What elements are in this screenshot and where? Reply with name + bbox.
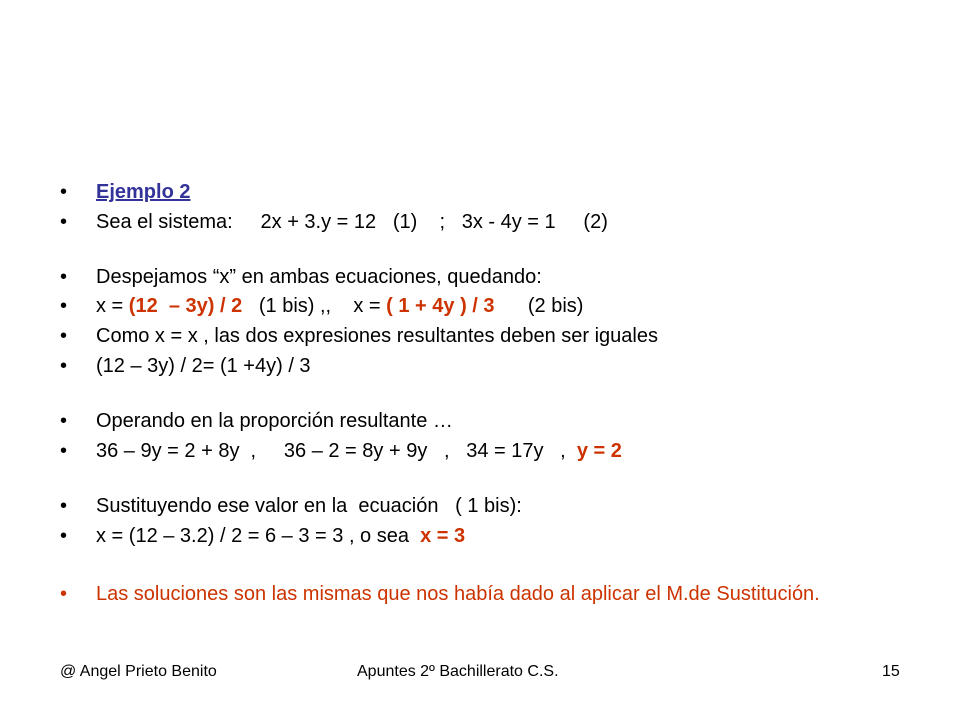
bullet: • xyxy=(60,181,68,203)
label-2bis: (2 bis) xyxy=(494,295,584,317)
example-title: Ejemplo 2 xyxy=(96,181,191,203)
conclusion-text: Las soluciones son las mismas que nos había dado al aplicar el M.de Sustitución. xyxy=(96,583,820,605)
solve-x-value xyxy=(96,524,465,548)
system-equations: Sea el sistema: 2x + 3.y = 12 (1) ; 3x - 4y = 1 (2) xyxy=(96,211,608,233)
footer-page-number: 15 xyxy=(882,663,900,680)
bullet: • xyxy=(60,410,68,432)
bullet: • xyxy=(60,355,68,377)
solve-x-steps: x = (12 – 3.2) / 2 = 6 – 3 = 3 , o sea xyxy=(96,525,421,547)
x-expressions xyxy=(96,294,583,318)
bullet: • xyxy=(60,440,68,462)
bullet: • xyxy=(60,583,68,605)
x-result: x = 3 xyxy=(420,525,466,547)
bullet: • xyxy=(60,325,68,347)
equal-expressions-text: Como x = x , las dos expresiones resultantes deben ser iguales xyxy=(96,325,658,347)
expression-2bis: ( 1 + 4y ) / 3 xyxy=(386,295,495,317)
bullet: • xyxy=(60,495,68,517)
expression-1bis: (12 – 3y) / 2 xyxy=(128,295,243,317)
x-equals-1: x = xyxy=(96,295,129,317)
proportion-equation: (12 – 3y) / 2= (1 +4y) / 3 xyxy=(96,355,311,377)
footer-course: Apuntes 2º Bachillerato C.S. xyxy=(357,663,559,680)
bullet: • xyxy=(60,266,68,288)
bullet: • xyxy=(60,295,68,317)
solve-y-steps: 36 – 9y = 2 + 8y , 36 – 2 = 8y + 9y , 34 = 17y , xyxy=(96,440,577,462)
operating-text: Operando en la proporción resultante … xyxy=(96,410,453,432)
y-result: y = 2 xyxy=(576,440,622,462)
footer-author: @ Angel Prieto Benito xyxy=(60,663,217,680)
substituting-text: Sustituyendo ese valor en la ecuación ( 1 bis): xyxy=(96,495,522,517)
solve-x-text: Despejamos “x” en ambas ecuaciones, quedando: xyxy=(96,266,542,288)
bullet: • xyxy=(60,211,68,233)
solve-y xyxy=(96,439,622,463)
x-equals-2: (1 bis) ,, x = xyxy=(242,295,387,317)
bullet: • xyxy=(60,525,68,547)
